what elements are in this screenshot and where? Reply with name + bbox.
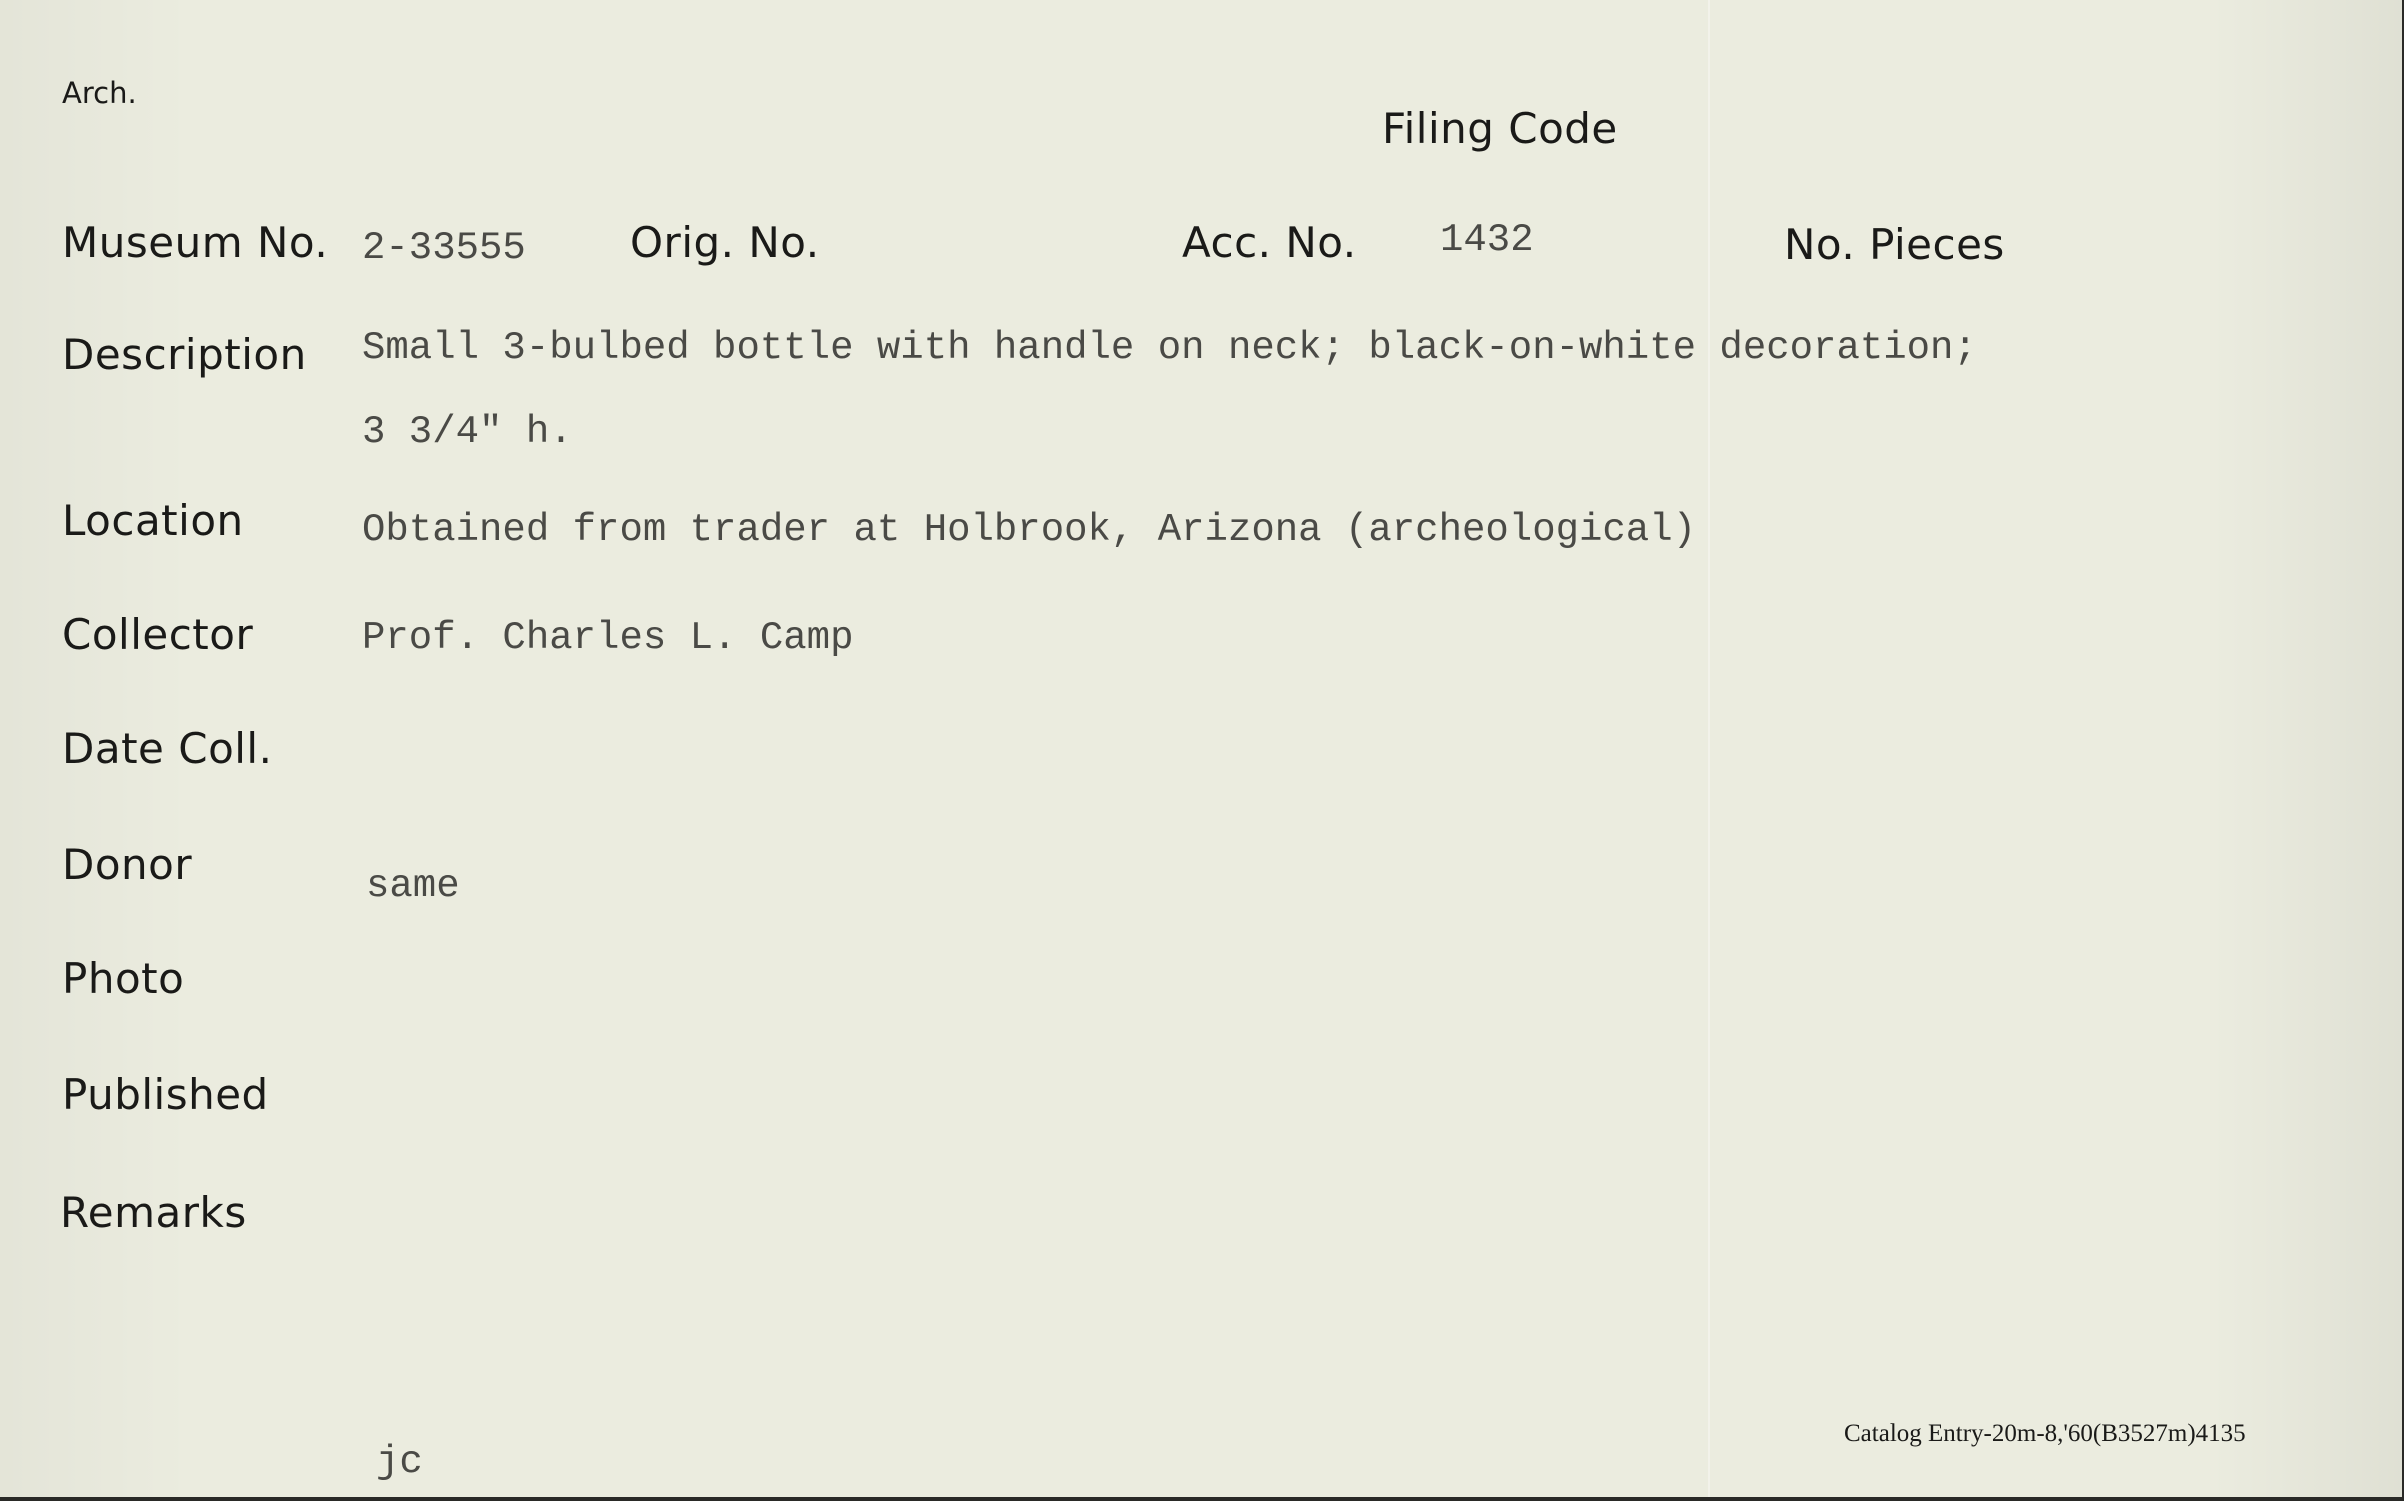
collector-value: Prof. Charles L. Camp bbox=[362, 616, 854, 660]
museum-no-value: 2-33555 bbox=[362, 226, 526, 270]
description-line-2: 3 3/4" h. bbox=[362, 410, 573, 454]
date-coll-label: Date Coll. bbox=[62, 724, 273, 773]
donor-value: same bbox=[366, 864, 460, 908]
museum-no-label: Museum No. bbox=[62, 218, 329, 267]
description-line-1: Small 3-bulbed bottle with handle on neck; black-on-white decoration; bbox=[362, 326, 1977, 370]
location-label: Location bbox=[62, 496, 244, 545]
card-crease bbox=[1708, 0, 1710, 1497]
corner-mark: Arch. bbox=[62, 76, 137, 110]
orig-no-label: Orig. No. bbox=[630, 218, 820, 267]
acc-no-label: Acc. No. bbox=[1182, 218, 1357, 267]
acc-no-value: 1432 bbox=[1440, 218, 1534, 262]
published-label: Published bbox=[62, 1070, 269, 1119]
remarks-label: Remarks bbox=[60, 1188, 247, 1237]
initials: jc bbox=[376, 1440, 423, 1484]
catalog-entry-footer: Catalog Entry-20m-8,'60(B3527m)4135 bbox=[1844, 1420, 2246, 1447]
location-value: Obtained from trader at Holbrook, Arizona (archeological) bbox=[362, 508, 1697, 552]
collector-label: Collector bbox=[62, 610, 254, 659]
description-label: Description bbox=[62, 330, 307, 379]
no-pieces-label: No. Pieces bbox=[1784, 220, 2005, 269]
donor-label: Donor bbox=[62, 840, 193, 889]
photo-label: Photo bbox=[62, 954, 185, 1003]
filing-code-label: Filing Code bbox=[1382, 104, 1618, 153]
